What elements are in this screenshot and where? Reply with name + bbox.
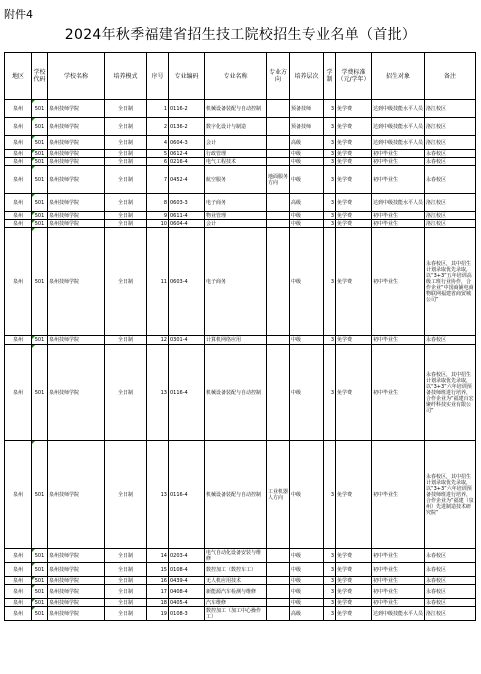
fee-cell: 免学费: [336, 441, 372, 549]
fee-cell: 免学费: [336, 194, 372, 212]
school-code-cell: 501: [32, 118, 48, 136]
note-cell: 永春校区: [425, 166, 476, 194]
note-cell: 洛江校区: [425, 194, 476, 212]
target-cell: 达到中级技能水平人员: [372, 100, 425, 118]
school-code-cell: 501: [32, 549, 48, 563]
school-code-cell: 501: [32, 194, 48, 212]
school-code-cell: 501: [32, 166, 48, 194]
mode-cell: 全日制: [105, 166, 147, 194]
serial-cell: 16: [147, 577, 169, 585]
fee-cell: 免学费: [336, 607, 372, 621]
school-name-cell: 泉州技师学院: [48, 118, 105, 136]
table-row: [5, 599, 476, 607]
target-cell: 初中毕业生: [372, 158, 425, 166]
level-cell: 中级: [290, 599, 324, 607]
years-cell: 3: [324, 194, 336, 212]
direction-cell: [267, 228, 290, 336]
fee-cell: 免学费: [336, 228, 372, 336]
table-row: [5, 549, 476, 563]
years-cell: 3: [324, 212, 336, 220]
region-cell: 泉州: [5, 228, 32, 336]
region-cell: 泉州: [5, 220, 32, 228]
major-code-cell: 0611-4: [169, 212, 205, 220]
major-code-cell: 0116-4: [169, 441, 205, 549]
region-cell: 泉州: [5, 549, 32, 563]
major-name-cell: 无人机应用技术: [205, 577, 267, 585]
serial-cell: 2: [147, 118, 169, 136]
table-row: [5, 345, 476, 441]
major-name-cell: 航空服务: [205, 166, 267, 194]
school-code-cell: 501: [32, 577, 48, 585]
note-cell: 永春校区，其中招生计划录取优先录取，以“3+3”六年培训预备技师班进行培养，合作企业为“福建百宏聚纤科技实业有限公司”: [425, 345, 476, 441]
serial-cell: 12: [147, 336, 169, 345]
target-cell: 达到中级技能水平人员: [372, 607, 425, 621]
target-cell: 初中毕业生: [372, 336, 425, 345]
note-cell: 洛江校区: [425, 118, 476, 136]
level-cell: 预备技师: [290, 100, 324, 118]
level-cell: 中级: [290, 441, 324, 549]
school-code-cell: 501: [32, 136, 48, 150]
major-name-cell: 行政管理: [205, 150, 267, 158]
direction-cell: [267, 549, 290, 563]
region-cell: 泉州: [5, 194, 32, 212]
table-row: [5, 100, 476, 118]
major-name-cell: 电子商务: [205, 194, 267, 212]
serial-cell: 7: [147, 166, 169, 194]
serial-cell: 4: [147, 136, 169, 150]
mode-cell: 全日制: [105, 220, 147, 228]
fee-cell: 免学费: [336, 118, 372, 136]
school-name-cell: 泉州技师学院: [48, 345, 105, 441]
major-name-cell: 新能源汽车检测与维修: [205, 585, 267, 599]
mode-cell: 全日制: [105, 585, 147, 599]
header-cell: 学制: [324, 53, 336, 100]
fee-cell: 免学费: [336, 158, 372, 166]
school-name-cell: 泉州技师学院: [48, 585, 105, 599]
level-cell: 高级: [290, 136, 324, 150]
mode-cell: 全日制: [105, 599, 147, 607]
header-cell: 专业名称: [205, 53, 267, 100]
fee-cell: 免学费: [336, 212, 372, 220]
school-name-cell: 泉州技师学院: [48, 441, 105, 549]
region-cell: 泉州: [5, 585, 32, 599]
table-row: [5, 585, 476, 599]
table-row: [5, 441, 476, 549]
note-cell: 永春校区: [425, 336, 476, 345]
note-cell: 洛江校区: [425, 100, 476, 118]
mode-cell: 全日制: [105, 345, 147, 441]
school-name-cell: 泉州技师学院: [48, 158, 105, 166]
header-cell: 序号: [147, 53, 169, 100]
level-cell: 中级: [290, 166, 324, 194]
region-cell: 泉州: [5, 563, 32, 577]
major-code-cell: 0108-4: [169, 563, 205, 577]
region-cell: 泉州: [5, 118, 32, 136]
school-code-cell: 501: [32, 158, 48, 166]
years-cell: 3: [324, 228, 336, 336]
school-code-cell: 501: [32, 336, 48, 345]
direction-cell: [267, 577, 290, 585]
fee-cell: 免学费: [336, 336, 372, 345]
years-cell: 3: [324, 607, 336, 621]
table-row: [5, 563, 476, 577]
major-code-cell: 0612-4: [169, 150, 205, 158]
header-cell: 招生对象: [372, 53, 425, 100]
serial-cell: 13: [147, 441, 169, 549]
level-cell: 高级: [290, 194, 324, 212]
note-cell: 洛江校区: [425, 136, 476, 150]
school-code-cell: 501: [32, 228, 48, 336]
region-cell: 泉州: [5, 577, 32, 585]
school-code-cell: 501: [32, 585, 48, 599]
major-name-cell: 机械设备装配与自动控制: [205, 100, 267, 118]
note-cell: 永春校区: [425, 599, 476, 607]
fee-cell: 免学费: [336, 166, 372, 194]
serial-cell: 8: [147, 194, 169, 212]
header-cell: 专业编码: [169, 53, 205, 100]
note-cell: 永春校区，其中招生计划录取优先录取，以“3+3”五年培训高级工班行业协作，合作企业“中国商铺电商物联网福建省商贸城公司”: [425, 228, 476, 336]
school-name-cell: 泉州技师学院: [48, 577, 105, 585]
mode-cell: 全日制: [105, 228, 147, 336]
region-cell: 泉州: [5, 599, 32, 607]
target-cell: 初中毕业生: [372, 228, 425, 336]
school-code-cell: 501: [32, 150, 48, 158]
level-cell: 中级: [290, 212, 324, 220]
level-cell: 中级: [290, 585, 324, 599]
note-cell: 永春校区: [425, 549, 476, 563]
years-cell: 3: [324, 158, 336, 166]
table-row: [5, 136, 476, 150]
header-cell: 专业方向: [267, 53, 290, 100]
note-cell: 永春校区: [425, 150, 476, 158]
table-header-row: [5, 53, 476, 100]
school-code-cell: 501: [32, 212, 48, 220]
region-cell: 泉州: [5, 158, 32, 166]
major-name-cell: 会计: [205, 136, 267, 150]
years-cell: 3: [324, 599, 336, 607]
serial-cell: 14: [147, 549, 169, 563]
mode-cell: 全日制: [105, 441, 147, 549]
major-code-cell: 0604-3: [169, 136, 205, 150]
school-name-cell: 泉州技师学院: [48, 336, 105, 345]
major-code-cell: 0603-3: [169, 194, 205, 212]
note-cell: 洛江校区: [425, 607, 476, 621]
years-cell: 3: [324, 563, 336, 577]
years-cell: 3: [324, 441, 336, 549]
level-cell: 中级: [290, 577, 324, 585]
serial-cell: 19: [147, 607, 169, 621]
major-code-cell: 0405-4: [169, 599, 205, 607]
note-cell: 永春校区: [425, 585, 476, 599]
target-cell: 初中毕业生: [372, 345, 425, 441]
direction-cell: [267, 585, 290, 599]
serial-cell: 17: [147, 585, 169, 599]
major-name-cell: 数控加工（加工中心操作工）: [205, 607, 267, 621]
mode-cell: 全日制: [105, 136, 147, 150]
direction-cell: [267, 150, 290, 158]
major-code-cell: 0604-4: [169, 220, 205, 228]
header-cell: 学校名称: [48, 53, 105, 100]
mode-cell: 全日制: [105, 194, 147, 212]
region-cell: 泉州: [5, 345, 32, 441]
serial-cell: 13: [147, 345, 169, 441]
level-cell: 中级: [290, 158, 324, 166]
direction-cell: [267, 220, 290, 228]
serial-cell: 10: [147, 220, 169, 228]
school-name-cell: 泉州技师学院: [48, 563, 105, 577]
major-name-cell: 电气自动化设备安装与维修: [205, 549, 267, 563]
major-name-cell: 机械设备装配与自动控制: [205, 345, 267, 441]
mode-cell: 全日制: [105, 212, 147, 220]
table-row: [5, 194, 476, 212]
target-cell: 达到中级技能水平人员: [372, 194, 425, 212]
direction-cell: [267, 345, 290, 441]
table-row: [5, 577, 476, 585]
major-name-cell: 汽车维修: [205, 599, 267, 607]
mode-cell: 全日制: [105, 549, 147, 563]
region-cell: 泉州: [5, 212, 32, 220]
major-code-cell: 0116-2: [169, 100, 205, 118]
major-name-cell: 数字化设计与制造: [205, 118, 267, 136]
years-cell: 3: [324, 100, 336, 118]
direction-cell: [267, 100, 290, 118]
major-name-cell: 计算机网络应用: [205, 336, 267, 345]
table-row: [5, 118, 476, 136]
target-cell: 初中毕业生: [372, 212, 425, 220]
fee-cell: 免学费: [336, 220, 372, 228]
target-cell: 初中毕业生: [372, 220, 425, 228]
region-cell: 泉州: [5, 100, 32, 118]
note-cell: 永春校区: [425, 158, 476, 166]
years-cell: 3: [324, 336, 336, 345]
table-row: [5, 220, 476, 228]
region-cell: 泉州: [5, 607, 32, 621]
major-code-cell: 0203-4: [169, 549, 205, 563]
years-cell: 3: [324, 345, 336, 441]
serial-cell: 5: [147, 150, 169, 158]
school-code-cell: 501: [32, 563, 48, 577]
major-code-cell: 0116-4: [169, 345, 205, 441]
major-code-cell: 0136-2: [169, 118, 205, 136]
fee-cell: 免学费: [336, 585, 372, 599]
direction-cell: 工业机器人方向: [267, 441, 290, 549]
school-code-cell: 501: [32, 345, 48, 441]
mode-cell: 全日制: [105, 158, 147, 166]
mode-cell: 全日制: [105, 563, 147, 577]
school-name-cell: 泉州技师学院: [48, 194, 105, 212]
target-cell: 达到中级技能水平人员: [372, 136, 425, 150]
target-cell: 初中毕业生: [372, 166, 425, 194]
major-code-cell: 0408-4: [169, 585, 205, 599]
fee-cell: 免学费: [336, 599, 372, 607]
fee-cell: 免学费: [336, 100, 372, 118]
direction-cell: [267, 118, 290, 136]
direction-cell: [267, 212, 290, 220]
level-cell: 中级: [290, 220, 324, 228]
target-cell: 初中毕业生: [372, 599, 425, 607]
school-name-cell: 泉州技师学院: [48, 212, 105, 220]
school-name-cell: 泉州技师学院: [48, 599, 105, 607]
school-name-cell: 泉州技师学院: [48, 136, 105, 150]
direction-cell: [267, 136, 290, 150]
header-cell: 学费标准（元/学年）: [336, 53, 372, 100]
years-cell: 3: [324, 577, 336, 585]
school-name-cell: 泉州技师学院: [48, 150, 105, 158]
annex-label: 附件4: [4, 8, 33, 21]
school-code-cell: 501: [32, 607, 48, 621]
fee-cell: 免学费: [336, 549, 372, 563]
fee-cell: 免学费: [336, 150, 372, 158]
school-name-cell: 泉州技师学院: [48, 607, 105, 621]
years-cell: 3: [324, 585, 336, 599]
major-name-cell: 数控加工（数控车工）: [205, 563, 267, 577]
direction-cell: [267, 158, 290, 166]
header-cell: 地区: [5, 53, 32, 100]
years-cell: 3: [324, 118, 336, 136]
level-cell: 高级: [290, 607, 324, 621]
direction-cell: [267, 607, 290, 621]
enrollment-table: [4, 52, 476, 621]
major-name-cell: 物业管理: [205, 212, 267, 220]
target-cell: 初中毕业生: [372, 441, 425, 549]
direction-cell: 地面服务方向: [267, 166, 290, 194]
fee-cell: 免学费: [336, 136, 372, 150]
serial-cell: 15: [147, 563, 169, 577]
school-name-cell: 泉州技师学院: [48, 549, 105, 563]
major-name-cell: 机械设备装配与自动控制: [205, 441, 267, 549]
header-cell: 培养层次: [290, 53, 324, 100]
table-row: [5, 336, 476, 345]
region-cell: 泉州: [5, 441, 32, 549]
level-cell: 中级: [290, 549, 324, 563]
header-cell: 备注: [425, 53, 476, 100]
region-cell: 泉州: [5, 336, 32, 345]
header-cell: 学校代码: [32, 53, 48, 100]
target-cell: 初中毕业生: [372, 585, 425, 599]
years-cell: 3: [324, 166, 336, 194]
mode-cell: 全日制: [105, 607, 147, 621]
direction-cell: [267, 336, 290, 345]
years-cell: 3: [324, 150, 336, 158]
level-cell: 中级: [290, 336, 324, 345]
table-row: [5, 158, 476, 166]
level-cell: 预备技师: [290, 118, 324, 136]
major-code-cell: 0452-4: [169, 166, 205, 194]
fee-cell: 免学费: [336, 577, 372, 585]
school-name-cell: 泉州技师学院: [48, 100, 105, 118]
target-cell: 初中毕业生: [372, 150, 425, 158]
serial-cell: 9: [147, 212, 169, 220]
direction-cell: [267, 599, 290, 607]
major-code-cell: 0216-4: [169, 158, 205, 166]
years-cell: 3: [324, 220, 336, 228]
major-code-cell: 0301-4: [169, 336, 205, 345]
note-cell: 永春校区，其中招生计划录取优先录取，以“3+3”六年培训预备技师班进行培养，合作企业为“福建（泉州）先进制造技术研究院”: [425, 441, 476, 549]
region-cell: 泉州: [5, 136, 32, 150]
mode-cell: 全日制: [105, 118, 147, 136]
direction-cell: [267, 194, 290, 212]
fee-cell: 免学费: [336, 563, 372, 577]
table-row: [5, 212, 476, 220]
school-code-cell: 501: [32, 599, 48, 607]
direction-cell: [267, 563, 290, 577]
mode-cell: 全日制: [105, 100, 147, 118]
major-code-cell: 0439-4: [169, 577, 205, 585]
mode-cell: 全日制: [105, 577, 147, 585]
header-cell: 培养模式: [105, 53, 147, 100]
mode-cell: 全日制: [105, 336, 147, 345]
level-cell: 中级: [290, 563, 324, 577]
table-body: [5, 100, 476, 621]
target-cell: 初中毕业生: [372, 549, 425, 563]
fee-cell: 免学费: [336, 345, 372, 441]
target-cell: 达到中级技能水平人员: [372, 118, 425, 136]
serial-cell: 18: [147, 599, 169, 607]
level-cell: 中级: [290, 150, 324, 158]
level-cell: 中级: [290, 345, 324, 441]
table-row: [5, 150, 476, 158]
level-cell: 中级: [290, 228, 324, 336]
major-code-cell: 0108-3: [169, 607, 205, 621]
major-name-cell: 电子商务: [205, 228, 267, 336]
target-cell: 初中毕业生: [372, 577, 425, 585]
note-cell: 洛江校区: [425, 212, 476, 220]
table-row: [5, 607, 476, 621]
serial-cell: 1: [147, 100, 169, 118]
major-name-cell: 电气工程技术: [205, 158, 267, 166]
school-name-cell: 泉州技师学院: [48, 220, 105, 228]
target-cell: 初中毕业生: [372, 563, 425, 577]
mode-cell: 全日制: [105, 150, 147, 158]
note-cell: 永春校区: [425, 563, 476, 577]
table-row: [5, 166, 476, 194]
region-cell: 泉州: [5, 166, 32, 194]
school-code-cell: 501: [32, 220, 48, 228]
school-name-cell: 泉州技师学院: [48, 166, 105, 194]
table-row: [5, 228, 476, 336]
school-code-cell: 501: [32, 441, 48, 549]
page-title: 2024年秋季福建省招生技工院校招生专业名单（首批）: [64, 27, 417, 43]
serial-cell: 11: [147, 228, 169, 336]
region-cell: 泉州: [5, 150, 32, 158]
major-code-cell: 0603-4: [169, 228, 205, 336]
years-cell: 3: [324, 549, 336, 563]
school-code-cell: 501: [32, 100, 48, 118]
serial-cell: 6: [147, 158, 169, 166]
school-name-cell: 泉州技师学院: [48, 228, 105, 336]
note-cell: 洛江校区: [425, 220, 476, 228]
years-cell: 3: [324, 136, 336, 150]
major-name-cell: 会计: [205, 220, 267, 228]
note-cell: 永春校区: [425, 577, 476, 585]
